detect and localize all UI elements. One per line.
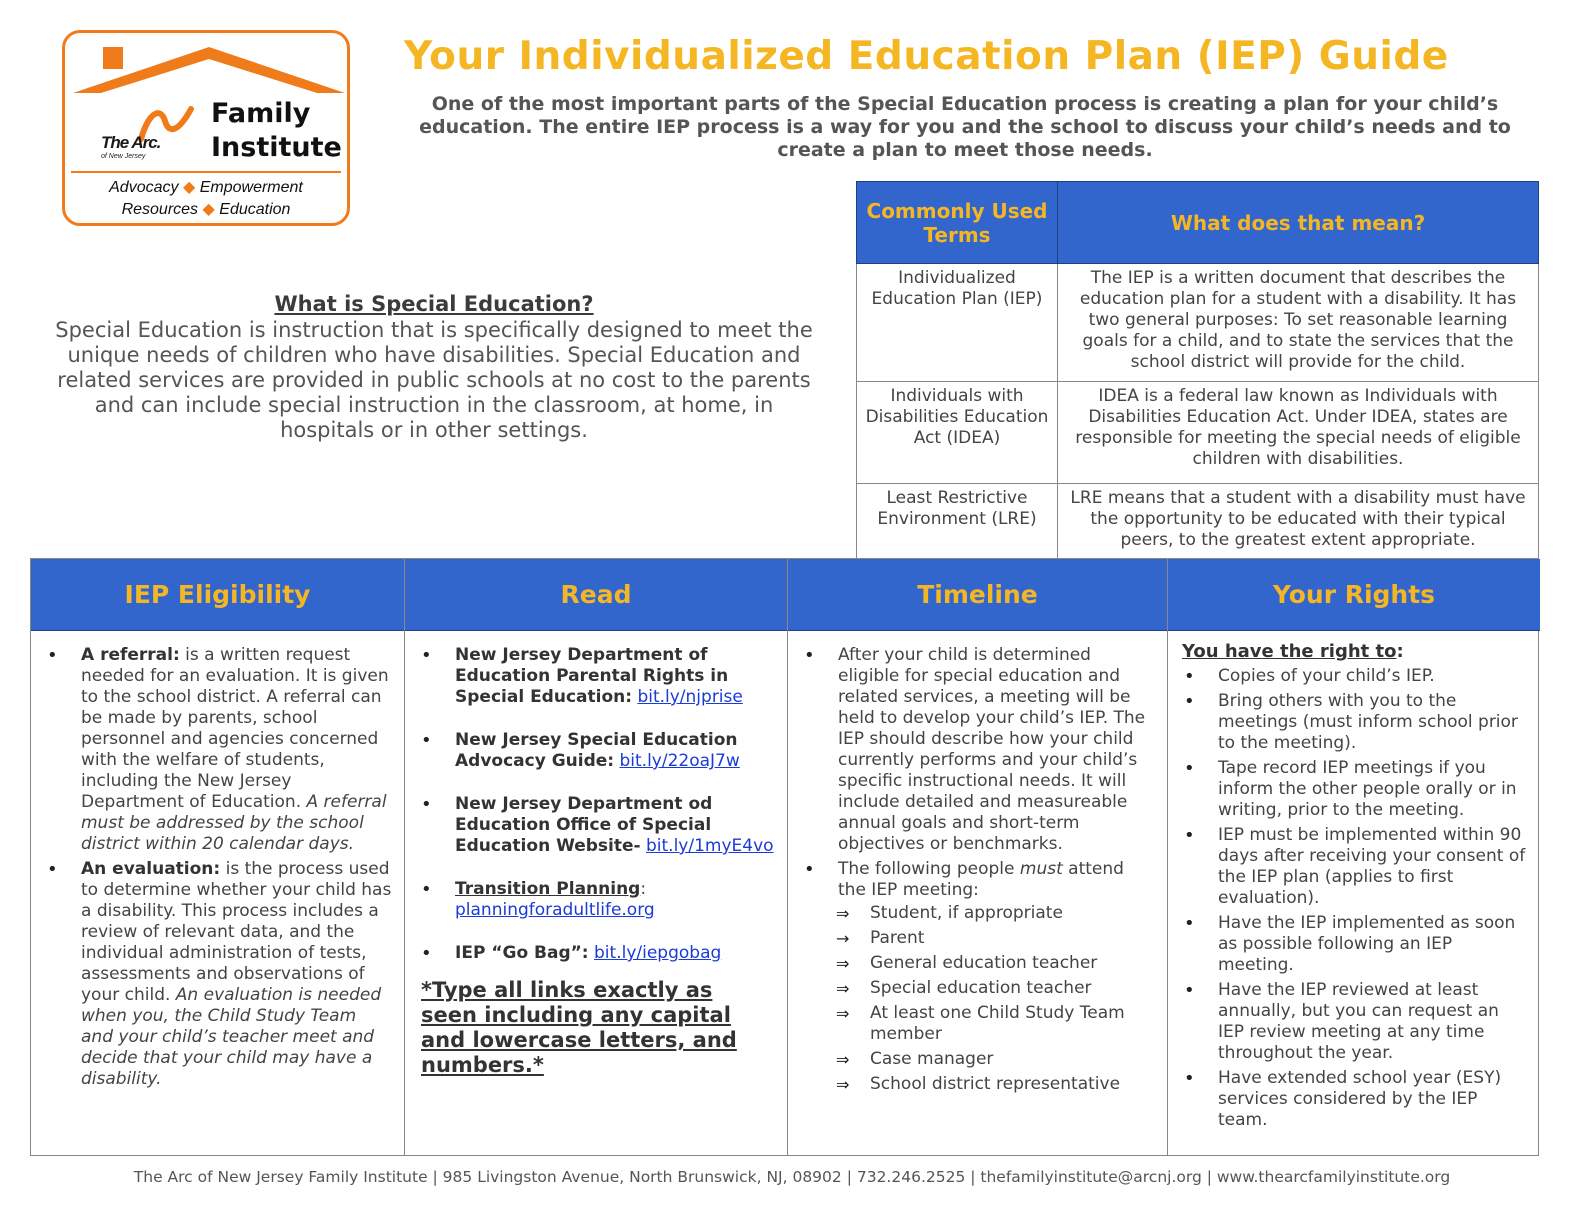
meaning-cell: The IEP is a written document that describes the education plan for a student with a disability. It has two general purposes: To set reasonable learning goals for a child, and to state the services that the school district will provide for the child. <box>1058 264 1539 382</box>
list-item: • IEP must be implemented within 90 days after receiving your consent of the IEP plan (applies to first evaluation). <box>1180 825 1528 909</box>
meaning-header: What does that mean? <box>1058 182 1539 264</box>
rights-heading: Your Rights <box>1168 559 1540 631</box>
attendee-item: ⇒ Student, if appropriate <box>800 903 1155 924</box>
meaning-cell: IDEA is a federal law known as Individuals with Disabilities Education Act. Under IDEA, states are responsible for meeting the special needs of eligible children with disabilities. <box>1058 382 1539 484</box>
page-footer: The Arc of New Jersey Family Institute | 985 Livingston Avenue, North Brunswick, NJ, 08902 | 732.246.2525 | thefamilyinstitute@arcnj.org | www.thearcfamilyinstitute.org <box>133 1168 1451 1186</box>
term-cell: Individualized Education Plan (IEP) <box>857 264 1058 382</box>
special-education-section <box>54 292 814 443</box>
attendee-item: ⇒ Case manager <box>800 1049 1155 1070</box>
resource-link[interactable]: bit.ly/1myE4vo <box>646 836 774 856</box>
list-item: • Have extended school year (ESY) services considered by the IEP team. <box>1180 1068 1528 1131</box>
special-education-heading: What is Special Education? <box>274 292 594 316</box>
attendee-item: ⇒ School district representative <box>800 1074 1155 1095</box>
list-item: • New Jersey Department of Education Parental Rights in Special Education: bit.ly/njprise <box>417 645 775 708</box>
list-item: • Bring others with you to the meetings (must inform school prior to the meeting). <box>1180 691 1528 754</box>
list-item: • Tape record IEP meetings if you inform the other people orally or in writing, prior to the meeting. <box>1180 758 1528 821</box>
attendee-item: → Parent <box>800 928 1155 949</box>
intro-paragraph: One of the most important parts of the Special Education process is creating a plan for your child’s education. The entire IEP process is a way for you and the school to discuss your child’s needs and to create a plan to meet those needs. <box>419 93 1511 161</box>
evaluation-text: is the process used to determine whether your child has a disability. This process includes a review of relevant data, and the individual administration of tests, assessments and observations of your child. <box>81 859 392 1005</box>
eligibility-column <box>31 559 405 1155</box>
attendee-item: ⇒ General education teacher <box>800 953 1155 974</box>
resource-link[interactable]: bit.ly/njprise <box>637 687 743 707</box>
info-grid <box>30 558 1539 1156</box>
read-heading: Read <box>405 559 787 631</box>
list-item: • New Jersey Department od Education Office of Special Education Website- bit.ly/1myE4vo <box>417 794 775 857</box>
arc-subtitle: of New Jersey <box>101 153 146 160</box>
list-item: • New Jersey Special Education Advocacy Guide: bit.ly/22oaJ7w <box>417 730 775 772</box>
terms-header-row <box>857 182 1539 264</box>
resource-link[interactable]: planningforadultlife.org <box>455 900 655 920</box>
list-item: • Have the IEP implemented as soon as possible following an IEP meeting. <box>1180 913 1528 976</box>
resource-link[interactable]: bit.ly/22oaJ7w <box>619 751 740 771</box>
family-institute-wordmark: Family Institute <box>211 98 342 163</box>
table-row <box>857 382 1539 484</box>
list-item: • Transition Planning: planningforadultlife.org <box>417 879 775 921</box>
attendee-item: ⇒ Special education teacher <box>800 978 1155 999</box>
terms-header: Commonly Used Terms <box>857 182 1058 264</box>
rights-subheading: You have the right to: <box>1182 641 1404 662</box>
referral-note: A referral must be addressed by the school district within 20 calendar days. <box>81 792 387 854</box>
terms-table <box>856 181 1539 559</box>
eligibility-heading: IEP Eligibility <box>31 559 404 631</box>
links-note: *Type all links exactly as seen including any capital and lowercase letters, and numbers.* <box>421 978 737 1077</box>
rights-column <box>1168 559 1540 1155</box>
list-item <box>43 859 392 1090</box>
list-item <box>43 645 392 855</box>
evaluation-note: An evaluation is needed when you, the Child Study Team and your child’s teacher meet and decide that your child may have a disability. <box>81 985 382 1089</box>
attendee-item: ⇒ At least one Child Study Team member <box>800 1003 1155 1045</box>
logo-divider <box>71 171 341 173</box>
logo-tagline-1: Advocacy ◆ Empowerment <box>109 179 303 196</box>
table-row <box>857 264 1539 382</box>
special-education-text: Special Education is instruction that is specifically designed to meet the unique needs of children who have disabilities. Special Education and related services are provided in public schools at no cost to the parents and can include special instruction in the classroom, at home, in hospitals or in other settings. <box>55 318 813 442</box>
table-row <box>857 484 1539 559</box>
list-item: • The following people must attend the IEP meeting: <box>800 859 1155 901</box>
family-institute-logo <box>62 30 350 226</box>
list-item: • Copies of your child’s IEP. <box>1180 666 1528 687</box>
timeline-column <box>788 559 1168 1155</box>
page-title: Your Individualized Education Plan (IEP) Guide <box>404 34 1449 79</box>
term-cell: Individuals with Disabilities Education Act (IDEA) <box>857 382 1058 484</box>
referral-text: is a written request needed for an evaluation. It is given to the school district. A referral can be made by parents, school personnel and agencies concerned with the welfare of students, including the New Jersey Department of Education. <box>81 645 389 812</box>
list-item: • After your child is determined eligible for special education and related services, a meeting will be held to develop your child’s IEP. The IEP should describe how your child currently performs and your child’s specific instructional needs. It will include detailed and measureable annual goals and short-term objectives or benchmarks. <box>800 645 1155 855</box>
referral-label: A referral: <box>81 645 180 665</box>
list-item: • IEP “Go Bag”: bit.ly/iepgobag <box>417 943 775 964</box>
read-column <box>405 559 788 1155</box>
arc-wordmark: The Arc. <box>101 133 161 152</box>
list-item: • Have the IEP reviewed at least annually, but you can request an IEP review meeting at any time throughout the year. <box>1180 980 1528 1064</box>
meaning-cell: LRE means that a student with a disability must have the opportunity to be educated with their typical peers, to the greatest extent appropriate. <box>1058 484 1539 559</box>
logo-tagline-2: Resources ◆ Education <box>121 201 291 218</box>
resource-link[interactable]: bit.ly/iepgobag <box>594 943 722 963</box>
evaluation-label: An evaluation: <box>81 859 221 879</box>
term-cell: Least Restrictive Environment (LRE) <box>857 484 1058 559</box>
attendees-list <box>800 903 1155 1095</box>
timeline-heading: Timeline <box>788 559 1167 631</box>
